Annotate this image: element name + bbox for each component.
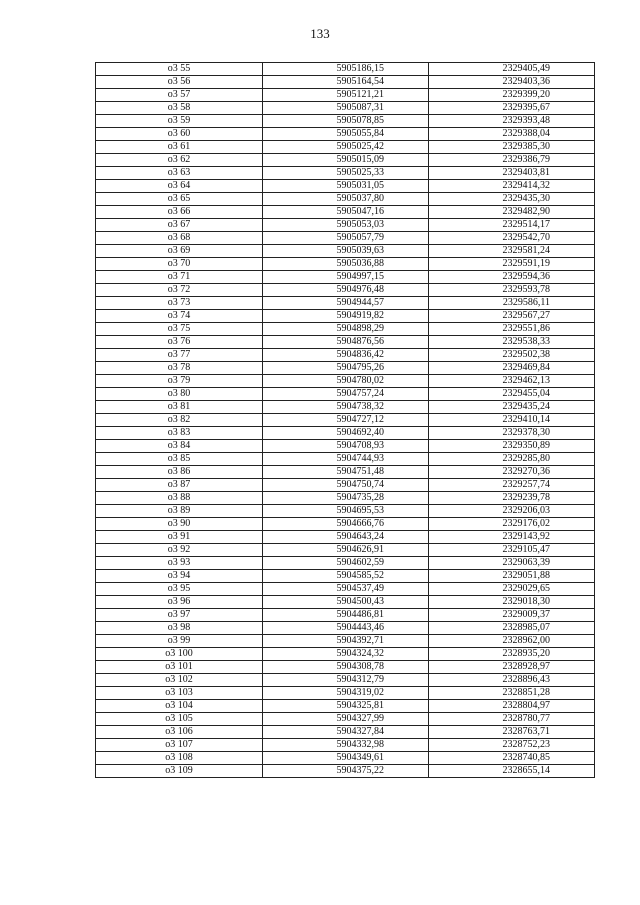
y-coordinate-cell: 2329239,78	[429, 492, 595, 505]
y-coordinate-cell: 2329350,89	[429, 440, 595, 453]
table-row	[96, 765, 595, 778]
point-id-cell: о3 71	[96, 271, 263, 284]
point-id-cell: о3 72	[96, 284, 263, 297]
x-coordinate-cell: 5904319,02	[263, 687, 429, 700]
point-id-cell: о3 61	[96, 141, 263, 154]
point-id-cell: о3 55	[96, 63, 263, 76]
point-id-cell: о3 103	[96, 687, 263, 700]
point-id-cell: о3 69	[96, 245, 263, 258]
y-coordinate-cell: 2329105,47	[429, 544, 595, 557]
table-row	[96, 76, 595, 89]
coordinates-table	[95, 62, 595, 778]
x-coordinate-cell: 5905087,31	[263, 102, 429, 115]
table-row	[96, 193, 595, 206]
y-coordinate-cell: 2329551,86	[429, 323, 595, 336]
coordinates-table-body	[96, 63, 595, 778]
y-coordinate-cell: 2329388,04	[429, 128, 595, 141]
table-row	[96, 271, 595, 284]
x-coordinate-cell: 5904500,43	[263, 596, 429, 609]
x-coordinate-cell: 5904585,52	[263, 570, 429, 583]
point-id-cell: о3 88	[96, 492, 263, 505]
y-coordinate-cell: 2329514,17	[429, 219, 595, 232]
x-coordinate-cell: 5904944,57	[263, 297, 429, 310]
x-coordinate-cell: 5905121,21	[263, 89, 429, 102]
x-coordinate-cell: 5904666,76	[263, 518, 429, 531]
point-id-cell: о3 97	[96, 609, 263, 622]
point-id-cell: о3 93	[96, 557, 263, 570]
point-id-cell: о3 83	[96, 427, 263, 440]
point-id-cell: о3 60	[96, 128, 263, 141]
y-coordinate-cell: 2329029,65	[429, 583, 595, 596]
point-id-cell: о3 87	[96, 479, 263, 492]
point-id-cell: о3 100	[96, 648, 263, 661]
y-coordinate-cell: 2329405,49	[429, 63, 595, 76]
table-row	[96, 440, 595, 453]
x-coordinate-cell: 5904976,48	[263, 284, 429, 297]
point-id-cell: о3 76	[96, 336, 263, 349]
y-coordinate-cell: 2329270,36	[429, 466, 595, 479]
x-coordinate-cell: 5904325,81	[263, 700, 429, 713]
table-row	[96, 219, 595, 232]
point-id-cell: о3 62	[96, 154, 263, 167]
x-coordinate-cell: 5904537,49	[263, 583, 429, 596]
x-coordinate-cell: 5904876,56	[263, 336, 429, 349]
x-coordinate-cell: 5904919,82	[263, 310, 429, 323]
table-row	[96, 739, 595, 752]
x-coordinate-cell: 5904602,59	[263, 557, 429, 570]
y-coordinate-cell: 2329455,04	[429, 388, 595, 401]
table-row	[96, 648, 595, 661]
table-row	[96, 661, 595, 674]
page-number: 133	[310, 26, 330, 41]
x-coordinate-cell: 5904443,46	[263, 622, 429, 635]
y-coordinate-cell: 2328851,28	[429, 687, 595, 700]
x-coordinate-cell: 5905025,33	[263, 167, 429, 180]
point-id-cell: о3 94	[96, 570, 263, 583]
x-coordinate-cell: 5904735,28	[263, 492, 429, 505]
y-coordinate-cell: 2329435,24	[429, 401, 595, 414]
y-coordinate-cell: 2329542,70	[429, 232, 595, 245]
x-coordinate-cell: 5904327,84	[263, 726, 429, 739]
point-id-cell: о3 64	[96, 180, 263, 193]
y-coordinate-cell: 2328752,23	[429, 739, 595, 752]
table-row	[96, 388, 595, 401]
table-row	[96, 479, 595, 492]
y-coordinate-cell: 2328985,07	[429, 622, 595, 635]
table-row	[96, 63, 595, 76]
x-coordinate-cell: 5904375,22	[263, 765, 429, 778]
x-coordinate-cell: 5905025,42	[263, 141, 429, 154]
y-coordinate-cell: 2329395,67	[429, 102, 595, 115]
point-id-cell: о3 58	[96, 102, 263, 115]
x-coordinate-cell: 5905031,05	[263, 180, 429, 193]
x-coordinate-cell: 5904836,42	[263, 349, 429, 362]
y-coordinate-cell: 2329176,02	[429, 518, 595, 531]
y-coordinate-cell: 2329063,39	[429, 557, 595, 570]
point-id-cell: о3 101	[96, 661, 263, 674]
y-coordinate-cell: 2329393,48	[429, 115, 595, 128]
y-coordinate-cell: 2329403,81	[429, 167, 595, 180]
x-coordinate-cell: 5905055,84	[263, 128, 429, 141]
point-id-cell: о3 80	[96, 388, 263, 401]
y-coordinate-cell: 2328740,85	[429, 752, 595, 765]
y-coordinate-cell: 2329403,36	[429, 76, 595, 89]
table-row	[96, 115, 595, 128]
x-coordinate-cell: 5905015,09	[263, 154, 429, 167]
point-id-cell: о3 66	[96, 206, 263, 219]
x-coordinate-cell: 5904757,24	[263, 388, 429, 401]
table-row	[96, 180, 595, 193]
table-row	[96, 531, 595, 544]
point-id-cell: о3 73	[96, 297, 263, 310]
point-id-cell: о3 78	[96, 362, 263, 375]
table-row	[96, 518, 595, 531]
table-row	[96, 141, 595, 154]
table-row	[96, 596, 595, 609]
y-coordinate-cell: 2329567,27	[429, 310, 595, 323]
x-coordinate-cell: 5905053,03	[263, 219, 429, 232]
table-row	[96, 466, 595, 479]
table-row	[96, 453, 595, 466]
table-row	[96, 427, 595, 440]
point-id-cell: о3 74	[96, 310, 263, 323]
y-coordinate-cell: 2329257,74	[429, 479, 595, 492]
y-coordinate-cell: 2329435,30	[429, 193, 595, 206]
point-id-cell: о3 68	[96, 232, 263, 245]
point-id-cell: о3 104	[96, 700, 263, 713]
table-row	[96, 505, 595, 518]
y-coordinate-cell: 2329399,20	[429, 89, 595, 102]
x-coordinate-cell: 5905036,88	[263, 258, 429, 271]
y-coordinate-cell: 2329581,24	[429, 245, 595, 258]
table-row	[96, 362, 595, 375]
y-coordinate-cell: 2329502,38	[429, 349, 595, 362]
x-coordinate-cell: 5904750,74	[263, 479, 429, 492]
table-row	[96, 167, 595, 180]
table-row	[96, 128, 595, 141]
table-row	[96, 154, 595, 167]
table-row	[96, 752, 595, 765]
y-coordinate-cell: 2328935,20	[429, 648, 595, 661]
x-coordinate-cell: 5905164,54	[263, 76, 429, 89]
point-id-cell: о3 108	[96, 752, 263, 765]
table-row	[96, 570, 595, 583]
point-id-cell: о3 75	[96, 323, 263, 336]
y-coordinate-cell: 2329594,36	[429, 271, 595, 284]
table-row	[96, 583, 595, 596]
x-coordinate-cell: 5904349,61	[263, 752, 429, 765]
point-id-cell: о3 89	[96, 505, 263, 518]
y-coordinate-cell: 2329410,14	[429, 414, 595, 427]
y-coordinate-cell: 2329018,30	[429, 596, 595, 609]
x-coordinate-cell: 5904327,99	[263, 713, 429, 726]
x-coordinate-cell: 5904486,81	[263, 609, 429, 622]
x-coordinate-cell: 5905057,79	[263, 232, 429, 245]
point-id-cell: о3 81	[96, 401, 263, 414]
x-coordinate-cell: 5904738,32	[263, 401, 429, 414]
table-row	[96, 232, 595, 245]
point-id-cell: о3 79	[96, 375, 263, 388]
x-coordinate-cell: 5905078,85	[263, 115, 429, 128]
table-row	[96, 687, 595, 700]
table-row	[96, 401, 595, 414]
y-coordinate-cell: 2329586,11	[429, 297, 595, 310]
y-coordinate-cell: 2328896,43	[429, 674, 595, 687]
x-coordinate-cell: 5904744,93	[263, 453, 429, 466]
x-coordinate-cell: 5904308,78	[263, 661, 429, 674]
point-id-cell: о3 95	[96, 583, 263, 596]
table-row	[96, 245, 595, 258]
point-id-cell: о3 98	[96, 622, 263, 635]
point-id-cell: о3 77	[96, 349, 263, 362]
x-coordinate-cell: 5905047,16	[263, 206, 429, 219]
y-coordinate-cell: 2329593,78	[429, 284, 595, 297]
point-id-cell: о3 70	[96, 258, 263, 271]
y-coordinate-cell: 2328928,97	[429, 661, 595, 674]
point-id-cell: о3 90	[96, 518, 263, 531]
y-coordinate-cell: 2329414,32	[429, 180, 595, 193]
x-coordinate-cell: 5905039,63	[263, 245, 429, 258]
x-coordinate-cell: 5904751,48	[263, 466, 429, 479]
x-coordinate-cell: 5904626,91	[263, 544, 429, 557]
table-row	[96, 622, 595, 635]
point-id-cell: о3 106	[96, 726, 263, 739]
point-id-cell: о3 107	[96, 739, 263, 752]
y-coordinate-cell: 2329482,90	[429, 206, 595, 219]
table-row	[96, 414, 595, 427]
point-id-cell: о3 67	[96, 219, 263, 232]
table-row	[96, 206, 595, 219]
point-id-cell: о3 102	[96, 674, 263, 687]
x-coordinate-cell: 5905037,80	[263, 193, 429, 206]
y-coordinate-cell: 2329462,13	[429, 375, 595, 388]
x-coordinate-cell: 5904997,15	[263, 271, 429, 284]
table-row	[96, 635, 595, 648]
y-coordinate-cell: 2329009,37	[429, 609, 595, 622]
y-coordinate-cell: 2329591,19	[429, 258, 595, 271]
y-coordinate-cell: 2328655,14	[429, 765, 595, 778]
point-id-cell: о3 91	[96, 531, 263, 544]
point-id-cell: о3 92	[96, 544, 263, 557]
point-id-cell: о3 63	[96, 167, 263, 180]
x-coordinate-cell: 5905186,15	[263, 63, 429, 76]
table-row	[96, 297, 595, 310]
table-row	[96, 700, 595, 713]
table-row	[96, 323, 595, 336]
y-coordinate-cell: 2329051,88	[429, 570, 595, 583]
x-coordinate-cell: 5904780,02	[263, 375, 429, 388]
table-row	[96, 713, 595, 726]
table-row	[96, 310, 595, 323]
point-id-cell: о3 86	[96, 466, 263, 479]
y-coordinate-cell: 2328962,00	[429, 635, 595, 648]
y-coordinate-cell: 2329143,92	[429, 531, 595, 544]
table-row	[96, 492, 595, 505]
point-id-cell: о3 96	[96, 596, 263, 609]
y-coordinate-cell: 2329385,30	[429, 141, 595, 154]
y-coordinate-cell: 2329469,84	[429, 362, 595, 375]
y-coordinate-cell: 2329206,03	[429, 505, 595, 518]
table-row	[96, 674, 595, 687]
table-row	[96, 609, 595, 622]
x-coordinate-cell: 5904324,32	[263, 648, 429, 661]
point-id-cell: о3 105	[96, 713, 263, 726]
x-coordinate-cell: 5904795,26	[263, 362, 429, 375]
table-row	[96, 284, 595, 297]
table-row	[96, 336, 595, 349]
table-row	[96, 102, 595, 115]
point-id-cell: о3 84	[96, 440, 263, 453]
x-coordinate-cell: 5904692,40	[263, 427, 429, 440]
x-coordinate-cell: 5904392,71	[263, 635, 429, 648]
point-id-cell: о3 59	[96, 115, 263, 128]
x-coordinate-cell: 5904332,98	[263, 739, 429, 752]
point-id-cell: о3 85	[96, 453, 263, 466]
point-id-cell: о3 82	[96, 414, 263, 427]
point-id-cell: о3 65	[96, 193, 263, 206]
point-id-cell: о3 57	[96, 89, 263, 102]
table-row	[96, 557, 595, 570]
table-row	[96, 726, 595, 739]
y-coordinate-cell: 2329378,30	[429, 427, 595, 440]
table-row	[96, 375, 595, 388]
y-coordinate-cell: 2328804,97	[429, 700, 595, 713]
x-coordinate-cell: 5904312,79	[263, 674, 429, 687]
x-coordinate-cell: 5904643,24	[263, 531, 429, 544]
table-row	[96, 544, 595, 557]
y-coordinate-cell: 2329386,79	[429, 154, 595, 167]
y-coordinate-cell: 2328763,71	[429, 726, 595, 739]
table-row	[96, 258, 595, 271]
y-coordinate-cell: 2328780,77	[429, 713, 595, 726]
x-coordinate-cell: 5904708,93	[263, 440, 429, 453]
y-coordinate-cell: 2329285,80	[429, 453, 595, 466]
x-coordinate-cell: 5904695,53	[263, 505, 429, 518]
table-row	[96, 349, 595, 362]
point-id-cell: о3 99	[96, 635, 263, 648]
x-coordinate-cell: 5904898,29	[263, 323, 429, 336]
x-coordinate-cell: 5904727,12	[263, 414, 429, 427]
point-id-cell: о3 56	[96, 76, 263, 89]
point-id-cell: о3 109	[96, 765, 263, 778]
table-row	[96, 89, 595, 102]
y-coordinate-cell: 2329538,33	[429, 336, 595, 349]
